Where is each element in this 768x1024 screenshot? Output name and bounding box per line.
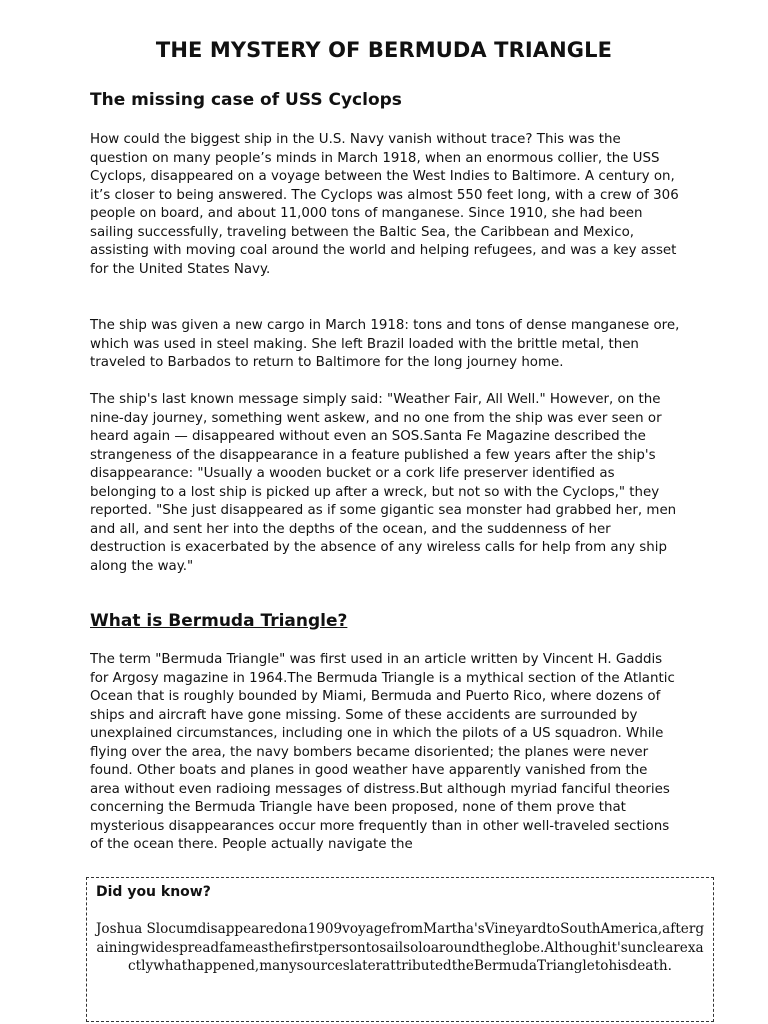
did-you-know-box <box>86 877 714 1022</box>
paragraph-cyclops-last-message: The ship's last known message simply said: "Weather Fair, All Well." However, on the nine-day journey, something went askew, and no one from the ship was ever seen or heard again — disappeared without even an SOS.Santa Fe Magazine described the strangeness of the disappearance in a feature published a few years after the ship's disappearance: "Usually a wooden bucket or a cork life preserver identified as belonging to a lost ship is picked up after a wreck, but not so with the Cyclops," they reported. "She just disappeared as if some gigantic sea monster had grabbed her, men and all, and sent her into the depths of the ocean, and the suddenness of her destruction is exacerbated by the absence of any wireless calls for help from any ship along the way." <box>90 392 677 574</box>
paragraph-cyclops-intro: How could the biggest ship in the U.S. Navy vanish without trace? This was the question on many people’s minds in March 1918, when an enormous collier, the USS Cyclops, disappeared on a voyage between the West Indies to Baltimore. A century on, it’s closer to being answered. The Cyclops was almost 550 feet long, with a crew of 306 people on board, and about 11,000 tons of manganese. Since 1910, she had been sailing successfully, traveling between the Baltic Sea, the Caribbean and Mexico, assisting with moving coal around the world and helping refugees, and was a key asset for the United States Navy. <box>90 132 679 277</box>
section-heading-uss-cyclops: The missing case of USS Cyclops <box>90 90 402 110</box>
paragraph-bermuda-triangle: The term "Bermuda Triangle" was first used in an article written by Vincent H. Gaddis for Argosy magazine in 1964.The Bermuda Triangle is a mythical section of the Atlantic Ocean that is roughly bounded by Miami, Bermuda and Puerto Rico, where dozens of ships and aircraft have gone missing. Some of these accidents are surrounded by unexplained circumstances, including one in which the pilots of a US squadron. While flying over the area, the navy bombers became disoriented; the planes were never found. Other boats and planes in good weather have apparently vanished from the area without even radioing messages of distress.But although myriad fanciful theories concerning the Bermuda Triangle have been proposed, none of them prove that mysterious disappearances occur more frequently than in other well-traveled sections of the ocean there. People actually navigate the <box>90 652 675 852</box>
document-title: THE MYSTERY OF BERMUDA TRIANGLE <box>155 38 613 62</box>
did-you-know-heading: Did you know? <box>96 884 211 900</box>
did-you-know-text: Joshua Slocumdisappearedona1909voyagefromMartha'sVineyardtoSouthAmerica,aftergainingwidespreadfameasthefirstpersontosailsoloaroundtheglobe.Althoughit'sunclearexactlywhathappened,manysourceslaterattributedtheBermudaTriangletohisdeath. <box>95 921 705 974</box>
section-heading-bermuda-triangle: What is Bermuda Triangle? <box>90 611 348 631</box>
paragraph-cyclops-cargo: The ship was given a new cargo in March 1918: tons and tons of dense manganese ore, which was used in steel making. She left Brazil loaded with the brittle metal, then traveled to Barbados to return to Baltimore for the long journey home. <box>90 318 680 370</box>
